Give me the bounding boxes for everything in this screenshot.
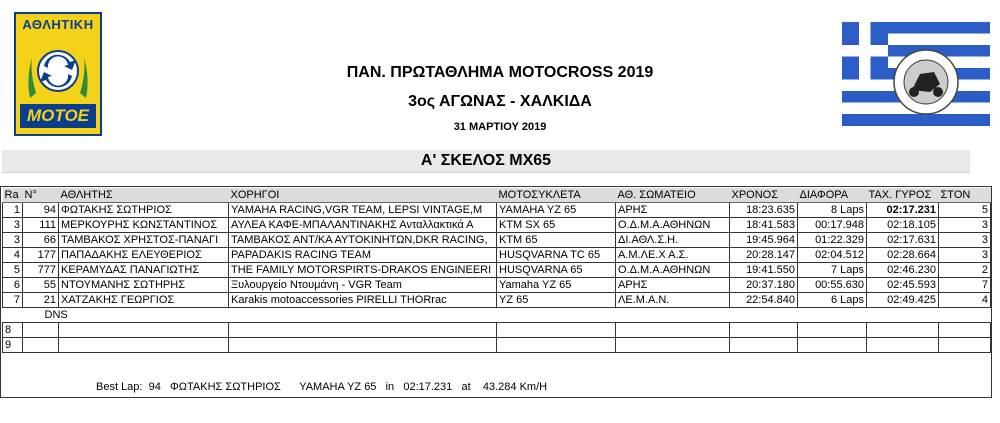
cell-bike: KTM 65 [497,233,616,248]
cell-fastest-lap: 02:46.230 [867,263,939,278]
cell-rider: ΚΕΡΑΜΥΔΑΣ ΠΑΝΑΓΙΩΤΗΣ [59,263,229,278]
best-lap-number: 94 [148,381,161,393]
col-header-fastest-lap: ΤΑΧ. ΓΥΡΟΣ [867,188,939,203]
cell-rider: ΤΑΜΒΑΚΟΣ ΧΡΗΣΤΟΣ-ΠΑΝΑΓΙ [59,233,229,248]
table-row [3,263,991,278]
col-header-rider: ΑΘΛΗΤΗΣ [59,188,229,203]
col-header-on-lap: ΣΤΟΝ [939,188,991,203]
cell-gap: 00:55.630 [798,278,867,293]
left-logo-bottom-text: ΜΟΤΟΕ [20,104,96,128]
cell-rank: 5 [3,263,23,278]
cell-sponsors: PAPADAKIS RACING TEAM [229,248,497,263]
cell-bike: HUSQVARNA 65 [497,263,616,278]
cell-bike: HUSQVARNA TC 65 [497,248,616,263]
cell-on-lap: 2 [939,263,991,278]
table-row [3,323,991,338]
dns-row [3,308,991,323]
cell-sponsors: Ξυλουργείο Ντουμάνη - VGR Team [229,278,497,293]
cell-club: ΑΡΗΣ [616,278,730,293]
cell-sponsors: ΤΑΜΒΑΚΟΣ ΑΝΤ/ΚΑ ΑΥΤΟΚΙΝΗΤΩΝ,DKR RACING, [229,233,497,248]
cell-gap: 7 Laps [798,263,867,278]
cell-time: 19:41.550 [730,263,798,278]
cell-time: 20:37.180 [730,278,798,293]
best-lap-speed: 43.284 Km/H [482,381,548,393]
cell-fastest-lap: 02:49.425 [867,293,939,308]
col-header-bike: ΜΟΤΟΣΥΚΛΕΤΑ [497,188,616,203]
cell-rank: 1 [3,203,23,218]
results-table-container [0,186,992,398]
cell-rider: ΝΤΟΥΜΑΝΗΣ ΣΩΤΗΡΗΣ [59,278,229,293]
cell-rank: 3 [3,218,23,233]
cell-rider: ΦΩΤΑΚΗΣ ΣΩΤΗΡΙΟΣ [59,203,229,218]
cell-sponsors: THE FAMILY MOTORSPIRTS-DRAKOS ENGINEERI [229,263,497,278]
table-header-row [3,188,991,203]
cell-time: 18:23.635 [730,203,798,218]
cell-number: 111 [23,218,59,233]
cell-bike: YZ 65 [497,293,616,308]
table-row [3,248,991,263]
cell-on-lap: 3 [939,248,991,263]
event-date: 31 ΜΑΡΤΙΟΥ 2019 [453,121,547,133]
cell-time: 19:45.964 [730,233,798,248]
left-logo-top-text: ΑΘΛΗΤΙΚΗ [16,14,100,36]
cell-on-lap: 3 [939,218,991,233]
cell-club: ΔΙ.ΑΘΛ.Σ.Η. [616,233,730,248]
cell-on-lap: 4 [939,293,991,308]
best-lap-rider: ΦΩΤΑΚΗΣ ΣΩΤΗΡΙΟΣ [170,381,281,393]
cell-number: 66 [23,233,59,248]
cell-gap: 8 Laps [798,203,867,218]
cell-gap: 01:22.329 [798,233,867,248]
cell-rank: 6 [3,278,23,293]
cell-bike: YAMAHA YZ 65 [497,203,616,218]
page-title: ΠΑΝ. ΠΡΩΤΑΘΛΗΜΑ MOTOCROSS 2019 [346,64,654,81]
best-lap-label: Best Lap: [96,381,143,393]
best-lap-in: in [385,381,395,393]
cell-club: ΛΕ.Μ.Α.Ν. [616,293,730,308]
cell-gap: 00:17.948 [798,218,867,233]
col-header-rank: Ra [3,188,23,203]
best-lap-bike: YAMAHA YZ 65 [299,381,377,393]
cell-fastest-lap: 02:17.231 [867,203,939,218]
cell-rider: ΧΑΤΖΑΚΗΣ ΓΕΩΡΓΙΟΣ [59,293,229,308]
cell-on-lap: 5 [939,203,991,218]
cell-number: 94 [23,203,59,218]
results-table [2,188,991,353]
col-header-club: ΑΘ. ΣΩΜΑΤΕΙΟ [616,188,730,203]
cell-bike: Yamaha YZ 65 [497,278,616,293]
col-header-sponsors: ΧΟΡΗΓΟΙ [229,188,497,203]
cell-fastest-lap: 02:18.105 [867,218,939,233]
cell-sponsors: ΑΥΛΕΑ ΚΑΦΕ-ΜΠΑΛΑΝΤΙΝΑΚΗΣ Ανταλλακτικά Α [229,218,497,233]
cell-number: 55 [23,278,59,293]
cell-number: 21 [23,293,59,308]
cell-time: 20:28.147 [730,248,798,263]
cell-on-lap: 3 [939,233,991,248]
cell-club: Ο.Δ.Μ.Α.ΑΘΗΝΩΝ [616,218,730,233]
col-header-gap: ΔΙΑΦΟΡΑ [798,188,867,203]
table-row [3,338,991,353]
table-row [3,218,991,233]
dns-label: DNS [23,308,991,323]
cell-rank: 4 [3,248,23,263]
cell-rank: 3 [3,233,23,248]
cell-bike: KTM SX 65 [497,218,616,233]
cell-club: ΑΡΗΣ [616,203,730,218]
section-bar [2,150,970,173]
cell-number: 177 [23,248,59,263]
cell-rank: 7 [3,293,23,308]
table-row [3,233,991,248]
cell-sponsors: YAMAHA RACING,VGR TEAM, LEPSI VINTAGE,M [229,203,497,218]
table-row [3,293,991,308]
cell-on-lap: 7 [939,278,991,293]
cell-gap: 02:04.512 [798,248,867,263]
cell-number: 777 [23,263,59,278]
cell-club: Ο.Δ.Μ.Α.ΑΘΗΝΩΝ [616,263,730,278]
col-header-number: Ν° [23,188,59,203]
page-subtitle: 3ος ΑΓΩΝΑΣ - ΧΑΛΚΙΔΑ [408,93,592,110]
cell-fastest-lap: 02:17.631 [867,233,939,248]
best-lap-line [96,381,547,393]
col-header-time: ΧΡΟΝΟΣ [730,188,798,203]
cell-sponsors: Karakis motoaccessories PIRELLI THORrac [229,293,497,308]
cell-fastest-lap: 02:45.593 [867,278,939,293]
cell-fastest-lap: 02:28.664 [867,248,939,263]
cell-rider: ΜΕΡΚΟΥΡΗΣ ΚΩΝΣΤΑΝΤΙΝΟΣ [59,218,229,233]
cell-gap: 6 Laps [798,293,867,308]
table-row [3,203,991,218]
cell-time: 22:54.840 [730,293,798,308]
cell-rider: ΠΑΠΑΔΑΚΗΣ ΕΛΕΥΘΕΡΙΟΣ [59,248,229,263]
cell-rank: 9 [3,338,23,353]
cell-club: Α.Μ.ΛΕ.Χ Α.Σ. [616,248,730,263]
cell-time: 18:41.583 [730,218,798,233]
cell-rank: 8 [3,323,23,338]
section-title: Α' ΣΚΕΛΟΣ ΜΧ65 [420,152,552,169]
best-lap-time: 02:17.231 [403,381,453,393]
best-lap-at: at [461,381,471,393]
table-row [3,278,991,293]
